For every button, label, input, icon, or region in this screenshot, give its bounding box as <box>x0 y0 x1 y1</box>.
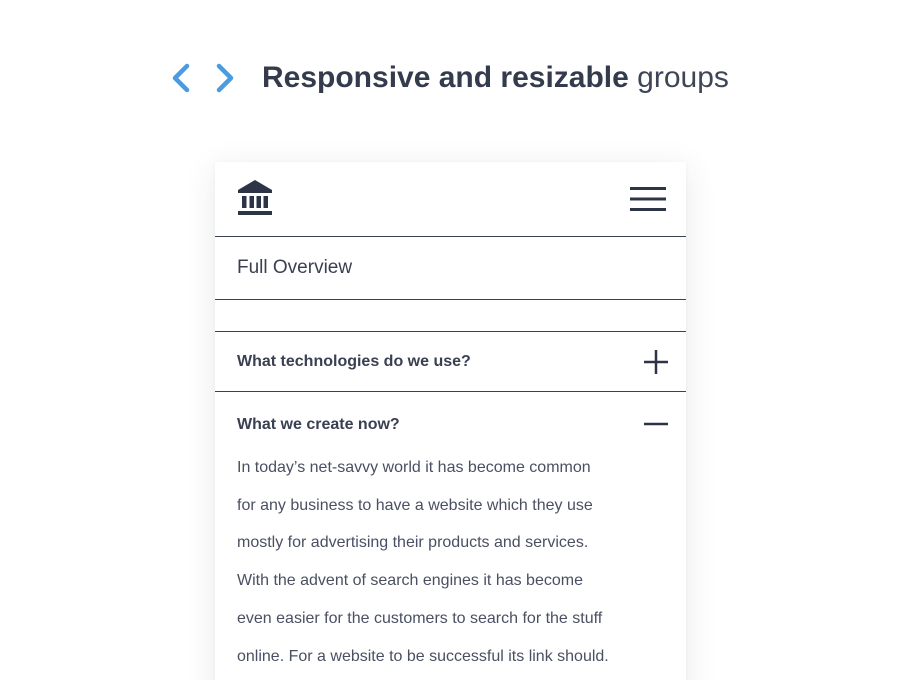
accordion-answer <box>215 449 686 675</box>
mobile-preview-card <box>215 162 686 680</box>
page-title-bold: Responsive and resizable <box>262 61 629 94</box>
next-button[interactable] <box>210 58 240 98</box>
accordion-item-technologies[interactable] <box>215 332 686 392</box>
accordion-question: What we create now? <box>237 416 400 433</box>
page-title <box>262 58 729 98</box>
chevron-right-icon <box>214 62 236 94</box>
plus-icon[interactable] <box>644 350 668 374</box>
accordion-question: What technologies do we use? <box>237 352 471 370</box>
answer-line: mostly for advertising their products and services. <box>237 534 589 552</box>
bank-icon[interactable] <box>237 179 273 217</box>
header-row <box>166 56 729 100</box>
prev-button[interactable] <box>166 58 196 98</box>
answer-line: In today’s net-savvy world it has become common <box>237 459 591 476</box>
answer-line: With the advent of search engines it has become <box>237 572 583 590</box>
chevron-left-icon <box>170 62 192 94</box>
accordion-item-create-now[interactable] <box>215 392 686 456</box>
answer-line: for any business to have a website which they use <box>237 496 593 514</box>
page-title-light: groups <box>637 61 729 94</box>
divider-spacer <box>215 300 686 332</box>
answer-line: online. For a website to be successful its link should. <box>237 647 609 665</box>
mobile-topbar <box>215 162 686 237</box>
section-title-full-overview[interactable]: Full Overview <box>215 237 686 300</box>
answer-line: even easier for the customers to search for the stuff <box>237 609 603 627</box>
hamburger-menu-icon[interactable] <box>630 186 666 212</box>
minus-icon[interactable] <box>644 412 668 436</box>
